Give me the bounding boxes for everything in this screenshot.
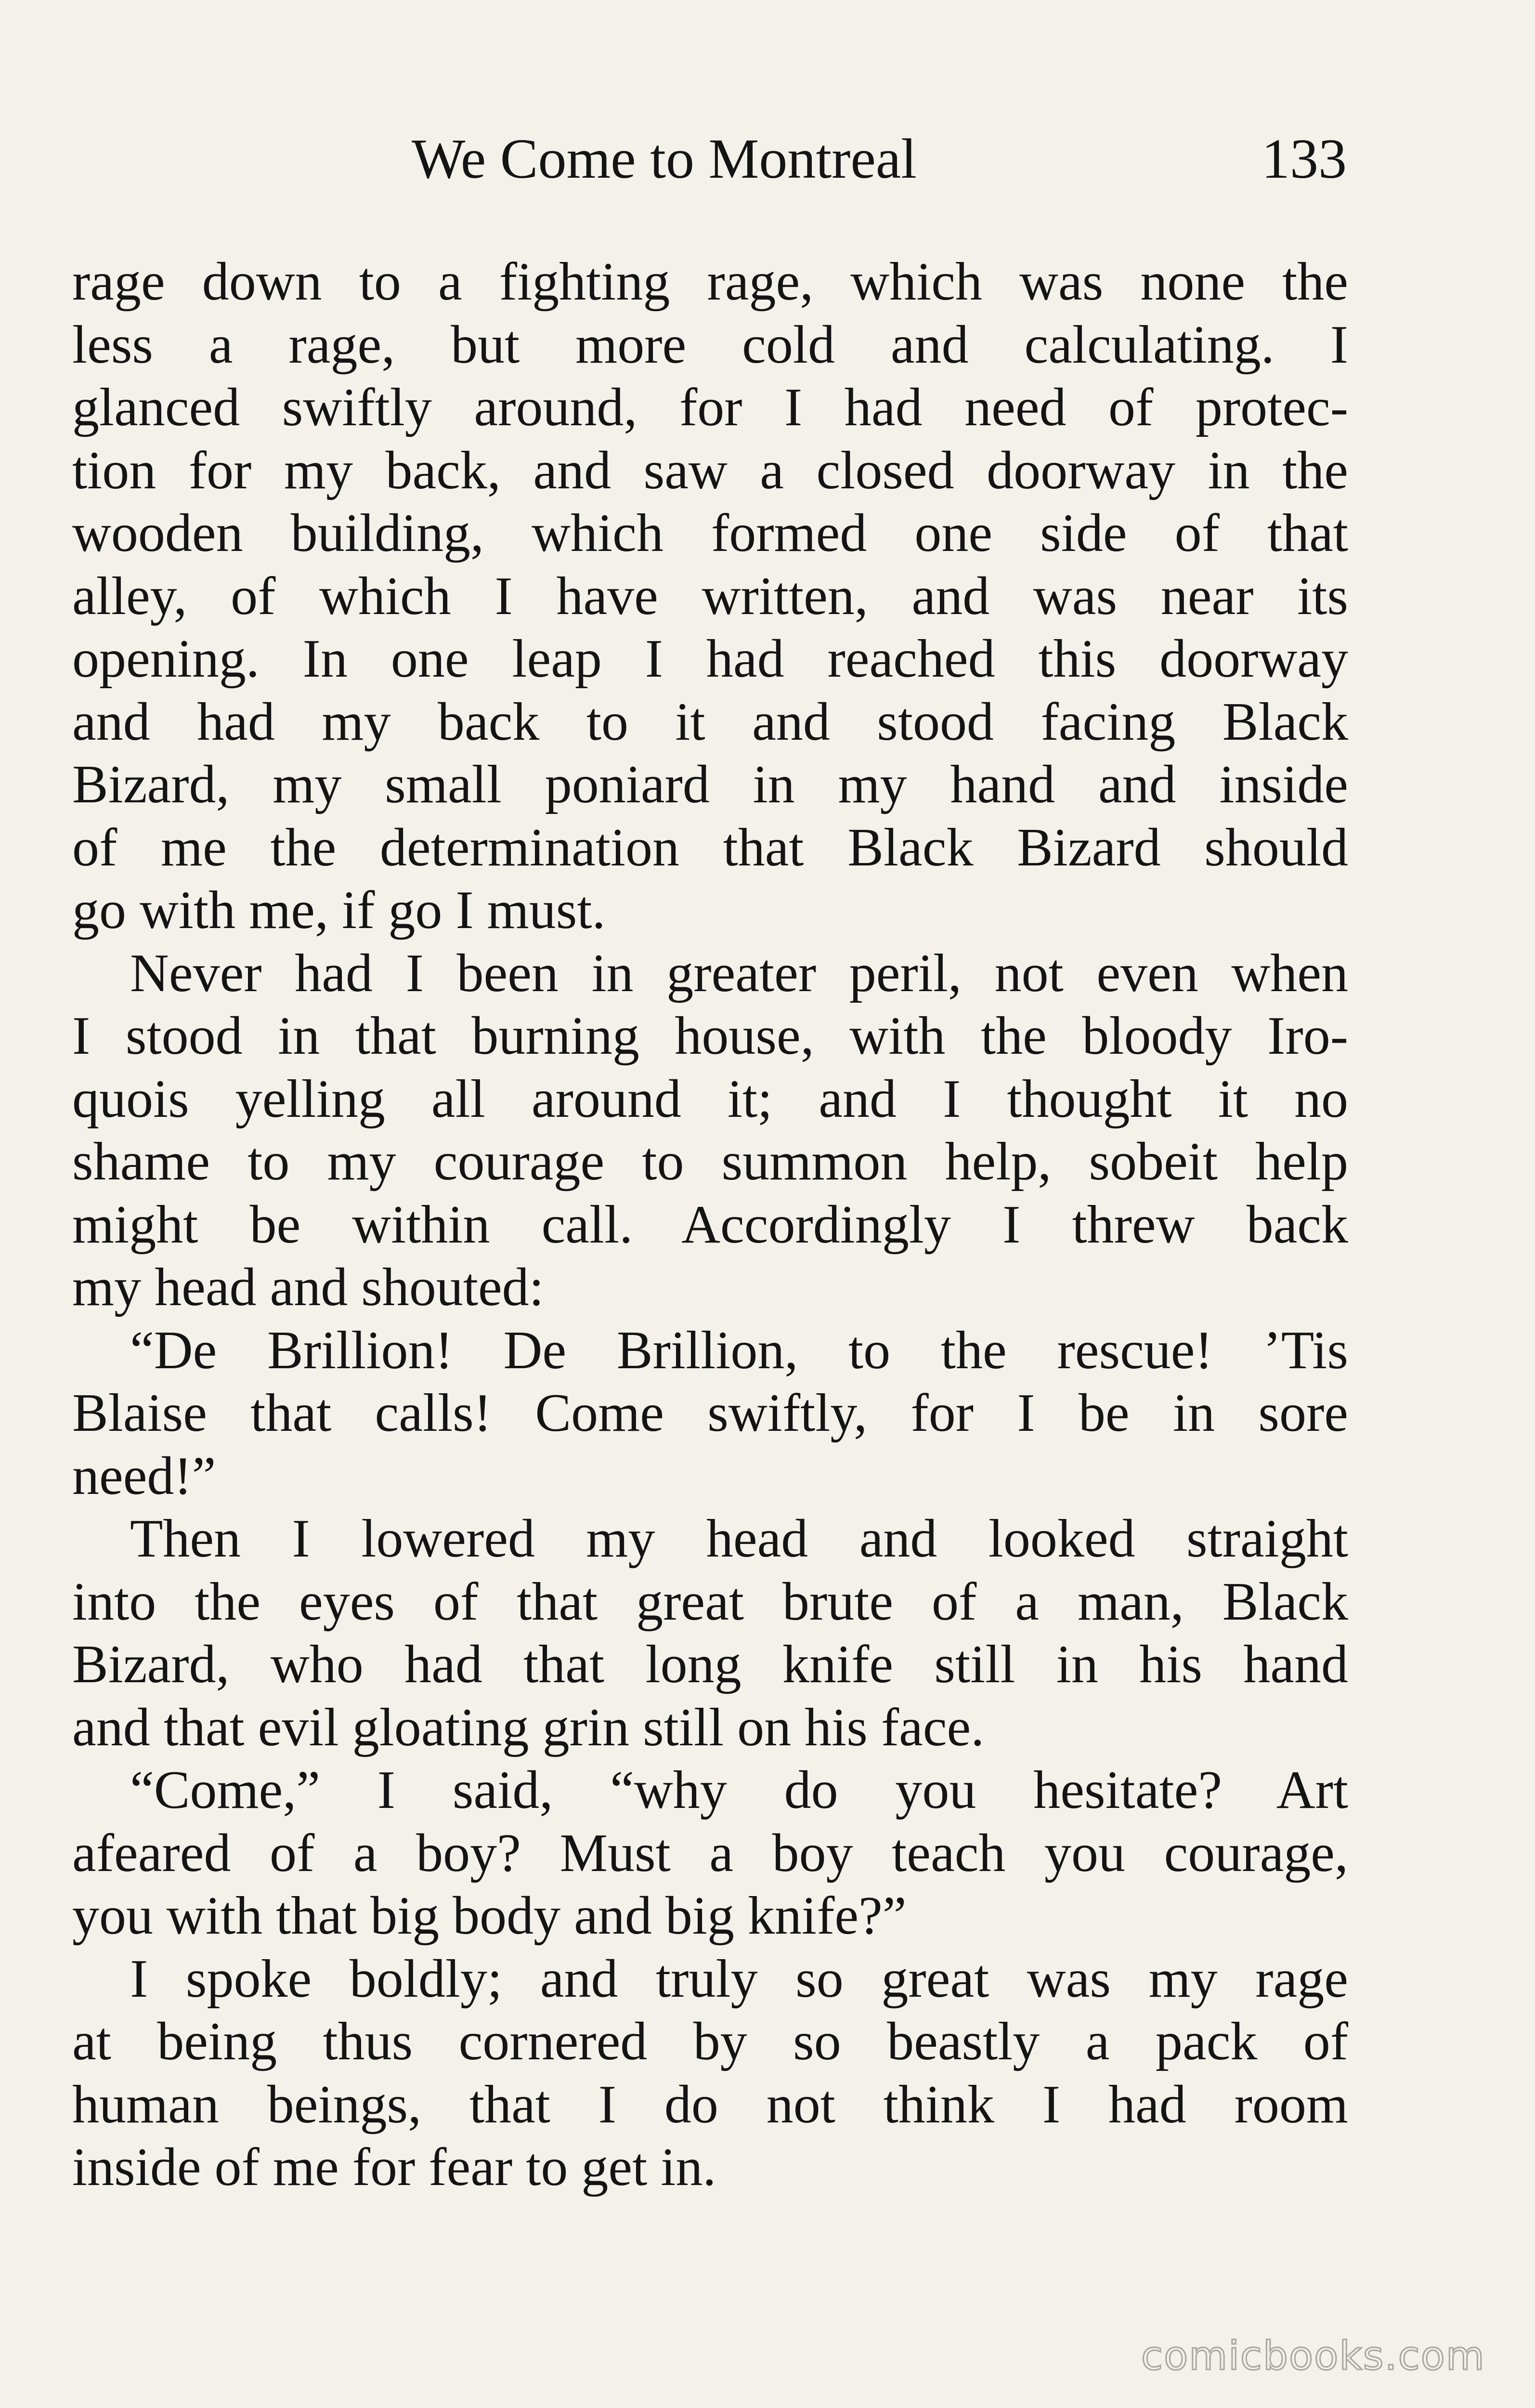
text-line: “De Brillion! De Brillion, to the rescue! ’Tis (130, 1320, 1348, 1380)
body-text (72, 250, 1348, 2199)
text-line: less a rage, but more cold and calculating. I (72, 314, 1348, 375)
text-line: my head and shouted: (72, 1257, 544, 1317)
text-line: at being thus cornered by so beastly a pack of (72, 2012, 1348, 2071)
text-line: Bizard, my small poniard in my hand and inside (72, 755, 1348, 814)
text-line: I stood in that burning house, with the bloody Iro- (72, 1006, 1348, 1066)
text-line: Then I lowered my head and looked straight (130, 1509, 1348, 1569)
watermark: comicbooks.com (1141, 2333, 1485, 2379)
text-line: opening. In one leap I had reached this doorway (72, 629, 1348, 689)
text-line: inside of me for fear to get in. (72, 2137, 716, 2197)
text-line: tion for my back, and saw a closed doorway in the (72, 440, 1348, 500)
text-line: into the eyes of that great brute of a man, Black (72, 1571, 1348, 1632)
text-line: glanced swiftly around, for I had need of protec- (72, 378, 1348, 437)
text-line: you with that big body and big knife?” (72, 1886, 907, 1946)
text-line: quois yelling all around it; and I thought it no (72, 1069, 1348, 1129)
text-line: Never had I been in greater peril, not even when (130, 943, 1348, 1003)
text-line: rage down to a fighting rage, which was none the (72, 252, 1348, 312)
text-line: alley, of which I have written, and was near its (72, 566, 1348, 626)
text-line: of me the determination that Black Bizard should (72, 817, 1348, 877)
text-line: might be within call. Accordingly I threw back (72, 1194, 1348, 1255)
text-line: afeared of a boy? Must a boy teach you courage, (72, 1823, 1348, 1883)
text-line: “Come,” I said, “why do you hesitate? Art (130, 1760, 1348, 1820)
text-line: wooden building, which formed one side of that (72, 503, 1348, 563)
running-title: We Come to Montreal (412, 127, 917, 190)
text-line: and had my back to it and stood facing Black (72, 692, 1348, 752)
text-line: go with me, if go I must. (72, 880, 606, 940)
page-number: 133 (1262, 127, 1347, 190)
text-line: Blaise that calls! Come swiftly, for I be in sore (72, 1383, 1348, 1443)
text-line: human beings, that I do not think I had room (72, 2074, 1348, 2134)
text-line: Bizard, who had that long knife still in his hand (72, 1635, 1348, 1694)
text-line: need!” (72, 1446, 216, 1506)
running-head (0, 123, 1535, 195)
text-line: and that evil gloating grin still on his face. (72, 1697, 985, 1757)
text-line: shame to my courage to summon help, sobeit help (72, 1132, 1348, 1191)
text-line: I spoke boldly; and truly so great was my rage (130, 1949, 1348, 2009)
